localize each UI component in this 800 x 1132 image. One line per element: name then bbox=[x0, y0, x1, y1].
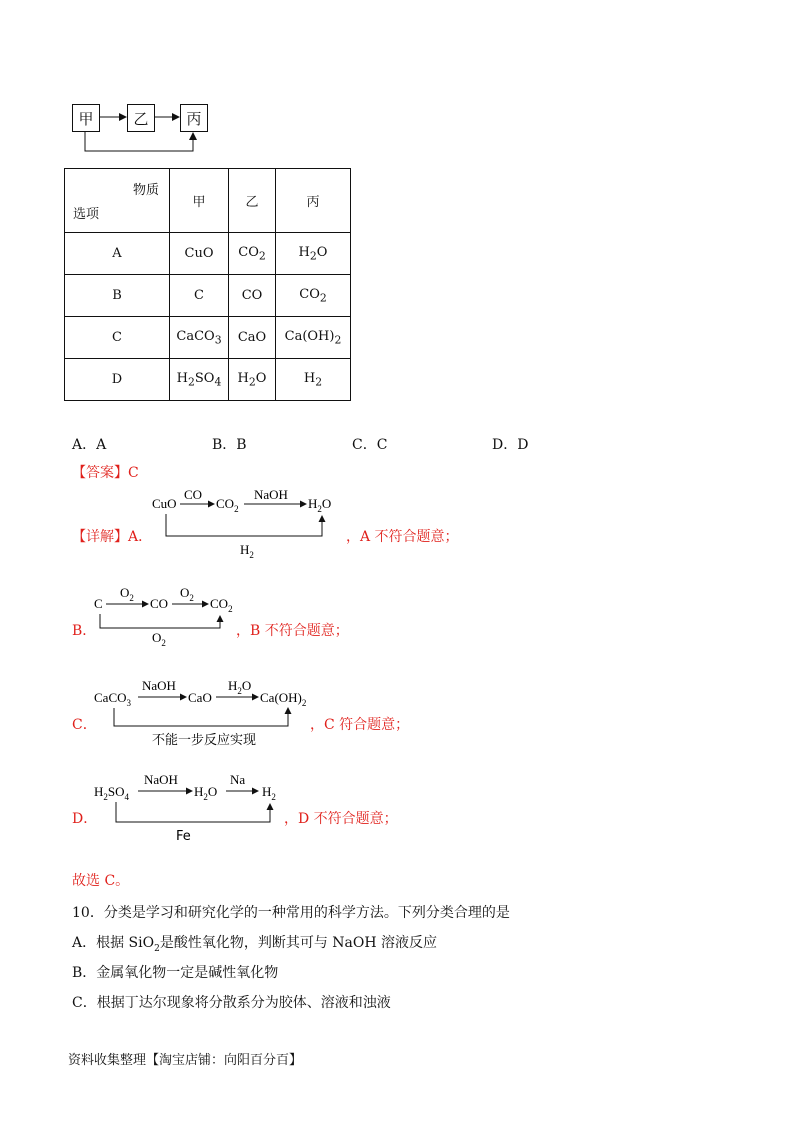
prefix-a: A． bbox=[128, 529, 153, 545]
svg-text:CO2: $CO_2$ bbox=[216, 496, 239, 514]
box-yi: 乙 bbox=[127, 104, 155, 132]
question-10-option-c: C．根据丁达尔现象将分散系分为胶体、溶液和浊液 bbox=[72, 995, 391, 1011]
reaction-diagram-a bbox=[148, 484, 348, 564]
svg-text:H2O: $H_2O$ bbox=[194, 784, 218, 802]
svg-text:NaOH: NaOH bbox=[144, 772, 178, 787]
svg-text:CO: CO bbox=[150, 596, 169, 611]
svg-text:C: C bbox=[94, 596, 103, 611]
svg-text:H2: $H_2$ bbox=[262, 784, 276, 802]
header-option: 选项 bbox=[73, 207, 100, 222]
svg-text:O2: $O_2$ bbox=[180, 585, 194, 603]
svg-text:CO2: $CO_2$ bbox=[210, 596, 233, 614]
svg-text:不能一步反应实现: 不能一步反应实现 bbox=[152, 733, 257, 748]
detail-label: 【详解】 bbox=[72, 529, 128, 545]
cell-bing: $H_2$ bbox=[276, 359, 351, 401]
svg-text:Ca(OH)2: $Ca(OH)_2$ bbox=[260, 690, 307, 708]
choice-d: D．D bbox=[492, 437, 529, 453]
svg-text:H2: $H_2$ bbox=[240, 542, 254, 560]
detail-c-suffix: ，C 符合题意； bbox=[310, 717, 410, 733]
svg-text:Fe: Fe bbox=[176, 829, 191, 844]
choice-c: C．C bbox=[352, 437, 388, 453]
answer-line bbox=[72, 462, 139, 482]
col-header: 甲 bbox=[170, 169, 229, 233]
table-header-diagonal bbox=[65, 169, 170, 233]
reaction-diagram-d bbox=[90, 766, 290, 846]
table-row bbox=[65, 275, 351, 317]
cell-yi: $CO_2$ bbox=[229, 233, 276, 275]
cell-bing: $CO_2$ bbox=[276, 275, 351, 317]
answer-label: 【答案】 bbox=[72, 465, 128, 481]
svg-text:O2: $O_2$ bbox=[152, 630, 166, 648]
row-option: B bbox=[65, 275, 170, 317]
choice-b: B．B bbox=[212, 437, 247, 453]
species: CuO bbox=[152, 496, 177, 511]
detail-b-label: B． bbox=[72, 623, 97, 639]
svg-text:H2SO4: $H_2SO_4$ bbox=[94, 784, 130, 802]
svg-text:Na: Na bbox=[230, 772, 246, 787]
question-10-option-b: B．金属氧化物一定是碱性氧化物 bbox=[72, 965, 279, 981]
svg-text:H2O: $H_2O$ bbox=[308, 496, 332, 514]
svg-text:H2O: $H_2O$ bbox=[228, 678, 252, 696]
row-option: D bbox=[65, 359, 170, 401]
question-10-option-a: A．根据 SiO$_2$是酸性氧化物，判断其可与 NaOH 溶液反应 bbox=[72, 935, 438, 954]
cell-jia: C bbox=[170, 275, 229, 317]
conclusion: 故选 C。 bbox=[72, 873, 130, 889]
svg-text:NaOH: NaOH bbox=[142, 678, 176, 693]
col-header: 丙 bbox=[276, 169, 351, 233]
svg-text:CaCO3: CaCO$_3$ bbox=[94, 690, 131, 708]
reaction-diagram-b bbox=[90, 580, 250, 652]
detail-c-label: C． bbox=[72, 717, 97, 733]
table-row bbox=[65, 317, 351, 359]
flow-arrows bbox=[0, 0, 260, 160]
detail-a-label bbox=[72, 526, 152, 546]
cell-yi: CO bbox=[229, 275, 276, 317]
detail-d-label: D． bbox=[72, 811, 98, 827]
footer-source: 资料收集整理【淘宝店铺：向阳百分百】 bbox=[68, 1053, 303, 1068]
detail-d-suffix: ，D 不符合题意； bbox=[284, 811, 398, 827]
detail-b-suffix: ，B 不符合题意； bbox=[236, 623, 349, 639]
table-row bbox=[65, 359, 351, 401]
cell-yi: $H_2O$ bbox=[229, 359, 276, 401]
box-bing: 丙 bbox=[180, 104, 208, 132]
reaction-diagram-c bbox=[90, 672, 310, 752]
detail-a-suffix: ，A 不符合题意； bbox=[346, 529, 459, 545]
cell-bing: $H_2O$ bbox=[276, 233, 351, 275]
cell-yi: CaO bbox=[229, 317, 276, 359]
options-table bbox=[64, 168, 351, 401]
choice-a: A．A bbox=[72, 437, 107, 453]
row-option: C bbox=[65, 317, 170, 359]
cell-bing: $Ca(OH)_2$ bbox=[276, 317, 351, 359]
cell-jia: $H_2SO_4$ bbox=[170, 359, 229, 401]
question-10-stem: 10．分类是学习和研究化学的一种常用的科学方法。下列分类合理的是 bbox=[72, 905, 510, 921]
col-header: 乙 bbox=[229, 169, 276, 233]
box-jia: 甲 bbox=[72, 104, 100, 132]
svg-text:O2: $O_2$ bbox=[120, 585, 134, 603]
table-row bbox=[65, 233, 351, 275]
answer-value: C bbox=[128, 465, 139, 481]
reagent: NaOH bbox=[254, 487, 288, 502]
header-substance: 物质 bbox=[132, 183, 159, 198]
cell-jia: CuO bbox=[170, 233, 229, 275]
svg-text:CaO: CaO bbox=[188, 690, 212, 705]
reagent: CO bbox=[184, 487, 203, 502]
cell-jia: CaCO$_3$ bbox=[170, 317, 229, 359]
row-option: A bbox=[65, 233, 170, 275]
